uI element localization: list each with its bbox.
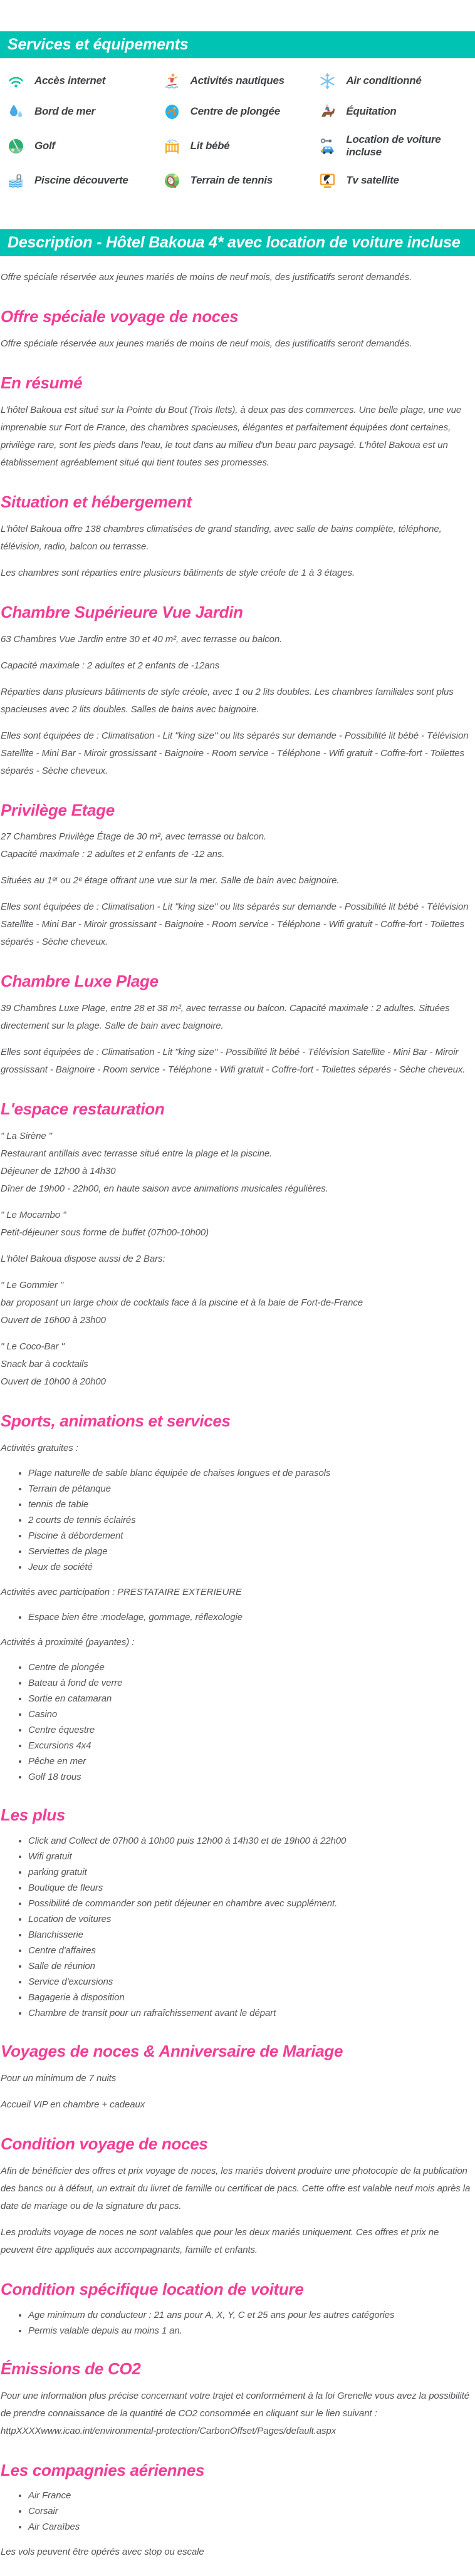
paragraph: Activités gratuites :: [1, 1443, 78, 1454]
droplets-icon: [8, 103, 24, 120]
list-item: • Blanchisserie: [28, 1928, 471, 1943]
pool-icon: [8, 172, 24, 189]
paragraph: L'hôtel Bakoua est situé sur la Pointe du Bout (Trois Ilets), à deux pas des commerces. Une belle plage, une vue imprenable sur Fort de France, des chambres spacieuses, élégantes et parfaitement équipées dont certaines, privilège rare, sont les pieds dans l'eau, le tout dans au milieu d'un beau parc paysagé. L'hôtel Bakoua est un établissement agréablement situé qui tient toutes ses promesses.: [1, 404, 462, 468]
list-item: • Excursions 4x4: [28, 1738, 471, 1753]
list-item: • Permis valable depuis au moins 1 an.: [28, 2324, 471, 2339]
content-section: [1, 2135, 471, 2259]
service-item: [319, 172, 475, 189]
content-section: [1, 801, 471, 952]
description-header-bar: [0, 229, 475, 256]
service-label: Équitation: [346, 105, 397, 117]
list-item: • 2 courts de tennis éclairés: [28, 1513, 471, 1528]
content-section: [1, 1806, 471, 2021]
content-section: [1, 603, 471, 780]
paragraph: L'hôtel Bakoua offre 138 chambres climatisées de grand standing, avec salle de bains complète, téléphone, télévision, radio, balcon ou terrasse.: [1, 523, 442, 552]
paragraph: Afin de bénéficier des offres et prix voyage de noces, les mariés doivent produire une photocopie de la publication des bancs ou à défaut, un extrait du livret de famille ou certificat de pacs. Cette offre est valable neuf mois après la date de mariage ou de la signature du pacs.: [1, 2165, 471, 2211]
content-section: [1, 2461, 471, 2562]
description-section: [0, 229, 475, 2576]
paragraph: " Le Gommier " bar proposant un large choix de cocktails face à la piscine et à la baie de Fort-de-France Ouvert de 16h00 à 23h00: [1, 1280, 363, 1326]
content-section: [1, 308, 471, 353]
list-item: • Serviettes de plage: [28, 1544, 471, 1559]
paragraph: 27 Chambres Privilège Étage de 30 m², avec terrasse ou balcon. Capacité maximale : 2 adultes et 2 enfants de -12 ans.: [1, 831, 267, 860]
golf-icon: [8, 138, 24, 155]
list-item: • Boutique de fleurs: [28, 1881, 471, 1896]
list-item: • Corsair: [28, 2504, 471, 2519]
list-item: • Air Caraïbes: [28, 2520, 471, 2535]
bullet-list: [1, 2308, 471, 2339]
list-item: • tennis de table: [28, 1497, 471, 1512]
service-item: [8, 133, 164, 158]
paragraph: Pour un minimum de 7 nuits: [1, 2072, 117, 2084]
section-heading: Sports, animations et services: [1, 1411, 231, 1431]
list-item: • Centre de plongée: [28, 1660, 471, 1675]
horse-riding-icon: [319, 103, 336, 120]
section-heading: Situation et hébergement: [1, 492, 192, 511]
paragraph: Activités avec participation : PRESTATAIRE EXTERIEURE: [1, 1587, 242, 1598]
list-item: • Service d'excursions: [28, 1975, 471, 1990]
paragraph: Capacité maximale : 2 adultes et 2 enfants de -12ans: [1, 660, 220, 671]
description-content: [0, 269, 475, 2576]
content-section: [1, 1412, 471, 1785]
water-ski-icon: [164, 73, 180, 90]
paragraph: " La Sirène " Restaurant antillais avec terrasse situé entre la plage et la piscine. Déjeuner de 12h00 à 14h30 Dîner de 19h00 - 22h00, en haute saison avce animations musicales régulières.: [1, 1131, 328, 1195]
list-item: • Plage naturelle de sable blanc équipée de chaises longues et de parasols: [28, 1466, 471, 1481]
list-item: • Jeux de société: [28, 1560, 471, 1575]
section-heading: Condition voyage de noces: [1, 2134, 208, 2153]
service-label: Activités nautiques: [190, 75, 284, 86]
paragraph: Elles sont équipées de : Climatisation - Lit "king size" ou lits séparés sur demande - Possibilité lit bébé - Télévision Satellite - Mini Bar - Miroir grossissant - Baignoire - Room service - Téléphone - Wifi gratuit - Coffre-fort - Toilettes séparés - Sèche cheveux.: [1, 901, 469, 948]
service-item: [319, 72, 475, 90]
paragraph: Activités à proximité (payantes) :: [1, 1637, 135, 1648]
list-item: • Location de voitures: [28, 1912, 471, 1927]
services-header-bar: [0, 31, 475, 58]
content-section: [1, 2280, 471, 2339]
wifi-icon: [8, 73, 24, 90]
service-label: Bord de mer: [34, 105, 95, 117]
content-section: [1, 2042, 471, 2114]
list-item: • Centre équestre: [28, 1723, 471, 1738]
section-heading: En résumé: [1, 373, 83, 392]
content-section: [1, 493, 471, 582]
paragraph: 39 Chambres Luxe Plage, entre 28 et 38 m², avec terrasse ou balcon. Capacité maximale : 2 adultes. Situées directement sur la plage. Salle de bain avec baignoire.: [1, 1003, 450, 1032]
content-section: [1, 1100, 471, 1391]
list-item: • Pêche en mer: [28, 1754, 471, 1769]
service-item: [8, 103, 164, 120]
service-label: Golf: [34, 140, 55, 152]
paragraph: Accueil VIP en chambre + cadeaux: [1, 2099, 145, 2110]
paragraph: Les chambres sont réparties entre plusieurs bâtiments de style créole de 1 à 3 étages.: [1, 567, 355, 578]
paragraph: Les produits voyage de noces ne sont valables que pour les deux mariés uniquement. Ces offres et prix ne peuvent être appliqués aux accompagnants, famille et enfants.: [1, 2226, 439, 2255]
list-item: • Golf 18 trous: [28, 1770, 471, 1785]
section-heading: L'espace restauration: [1, 1099, 165, 1119]
service-label: Air conditionné: [346, 75, 422, 86]
section-heading: Offre spéciale voyage de noces: [1, 307, 239, 326]
list-item: • parking gratuit: [28, 1865, 471, 1880]
section-heading: Chambre Supérieure Vue Jardin: [1, 602, 243, 621]
top-spacer: [0, 0, 475, 31]
services-grid: [0, 58, 475, 200]
paragraph: Elles sont équipées de : Climatisation - Lit "king size" - Possibilité lit bébé - Télévision Satellite - Mini Bar - Miroir grossissant - Baignoire - Room service - Téléphone - Wifi gratuit - Coffre-fort - Toilettes séparés - Sèche cheveux.: [1, 1047, 466, 1076]
description-title: Description - Hôtel Bakoua 4* avec location de voiture incluse: [8, 234, 461, 251]
service-label: Tv satellite: [346, 174, 399, 186]
bullet-list: [1, 1466, 471, 1575]
intro-paragraph: Offre spéciale réservée aux jeunes mariés de moins de neuf mois, des justificatifs seront demandés.: [1, 272, 412, 283]
paragraph: Situées au 1ᵉʳ ou 2ᵉ étage offrant une vue sur la mer. Salle de bain avec baignoire.: [1, 875, 340, 886]
list-item: • Age minimum du conducteur : 21 ans pour A, X, Y, C et 25 ans pour les autres catégories: [28, 2308, 471, 2323]
section-heading: Chambre Luxe Plage: [1, 972, 159, 991]
bullet-list: [1, 1660, 471, 1785]
service-label: Accès internet: [34, 75, 105, 86]
section-heading: Condition spécifique location de voiture: [1, 2279, 304, 2298]
diving-icon: [164, 103, 180, 120]
service-item: [164, 133, 320, 158]
bullet-list: [1, 1610, 471, 1625]
baby-crib-icon: [164, 138, 180, 155]
content-section: [1, 972, 471, 1079]
section-heading: Privilège Etage: [1, 800, 115, 819]
paragraph: " Le Coco-Bar " Snack bar à cocktails Ouvert de 10h00 à 20h00: [1, 1341, 106, 1388]
service-label: Centre de plongée: [190, 105, 280, 117]
services-title: Services et équipements: [8, 36, 189, 53]
paragraph: " Le Mocambo " Petit-déjeuner sous forme de buffet (07h00-10h00): [1, 1210, 209, 1239]
bullet-list: [1, 2488, 471, 2535]
paragraph: L'hôtel Bakoua dispose aussi de 2 Bars:: [1, 1254, 165, 1265]
list-item: • Chambre de transit pour un rafraîchissement avant le départ: [28, 2006, 471, 2021]
content-section: [1, 374, 471, 472]
list-item: • Wifi gratuit: [28, 1849, 471, 1864]
list-item: • Air France: [28, 2488, 471, 2503]
service-label: Piscine découverte: [34, 174, 128, 186]
bullet-list: [1, 1834, 471, 2021]
paragraph: Offre spéciale réservée aux jeunes mariés de moins de neuf mois, des justificatifs seront demandés.: [1, 338, 412, 349]
list-item: • Casino: [28, 1707, 471, 1722]
section-heading: Les compagnies aériennes: [1, 2460, 205, 2480]
list-item: • Bateau à fond de verre: [28, 1676, 471, 1691]
paragraph: Les vols peuvent être opérés avec stop ou escale: [1, 2547, 204, 2558]
snowflake-icon: [319, 73, 336, 90]
service-label: Lit bébé: [190, 140, 230, 152]
paragraph: Réparties dans plusieurs bâtiments de style créole, avec 1 ou 2 lits doubles. Les chambres familiales sont plus spacieuses avec 2 lits doubles. Salles de bains avec baignoire.: [1, 686, 454, 715]
tennis-icon: [164, 172, 180, 189]
list-item: • Bagagerie à disposition: [28, 1990, 471, 2005]
paragraph: Pour une information plus précise concernant votre trajet et conformément à la loi Grenelle vous avez la possibilité de prendre connaissance de la quantité de CO2 consommée en cliquant sur le lien suivant : httpXXXXwww.icao.int/environmental-protection/CarbonOffset/Pages/default.aspx: [1, 2390, 469, 2436]
service-item: [164, 103, 320, 120]
car-key-icon: [319, 138, 336, 155]
list-item: • Salle de réunion: [28, 1959, 471, 1974]
service-item: [8, 72, 164, 90]
service-item: [164, 172, 320, 189]
service-label: Location de voiture incluse: [346, 133, 441, 158]
section-heading: Voyages de noces & Anniversaire de Mariage: [1, 2042, 343, 2061]
list-item: • Click and Collect de 07h00 à 10h00 puis 12h00 à 14h30 et de 19h00 à 22h00: [28, 1834, 471, 1849]
services-section: [0, 31, 475, 200]
list-item: • Espace bien être :modelage, gommage, réflexologie: [28, 1610, 471, 1625]
list-item: • Piscine à débordement: [28, 1529, 471, 1544]
service-item: [319, 103, 475, 120]
content-section: [1, 2360, 471, 2440]
content-sections: [1, 308, 471, 2561]
service-item: [8, 172, 164, 189]
section-heading: Émissions de CO2: [1, 2359, 141, 2378]
service-item: [319, 133, 475, 158]
service-item: [164, 72, 320, 90]
service-label: Terrain de tennis: [190, 174, 273, 186]
paragraph: 63 Chambres Vue Jardin entre 30 et 40 m², avec terrasse ou balcon.: [1, 633, 283, 645]
list-item: • Centre d'affaires: [28, 1943, 471, 1958]
paragraph: Elles sont équipées de : Climatisation - Lit "king size" ou lits séparés sur demande - Possibilité lit bébé - Télévision Satellite - Mini Bar - Miroir grossissant - Baignoire - Room service - Téléphone - Wifi gratuit - Coffre-fort - Toilettes séparés - Sèche cheveux.: [1, 730, 469, 776]
list-item: • Possibilité de commander son petit déjeuner en chambre avec supplément.: [28, 1896, 471, 1911]
section-heading: Les plus: [1, 1805, 66, 1825]
list-item: • Sortie en catamaran: [28, 1691, 471, 1706]
list-item: • Terrain de pétanque: [28, 1482, 471, 1497]
satellite-tv-icon: [319, 172, 336, 189]
